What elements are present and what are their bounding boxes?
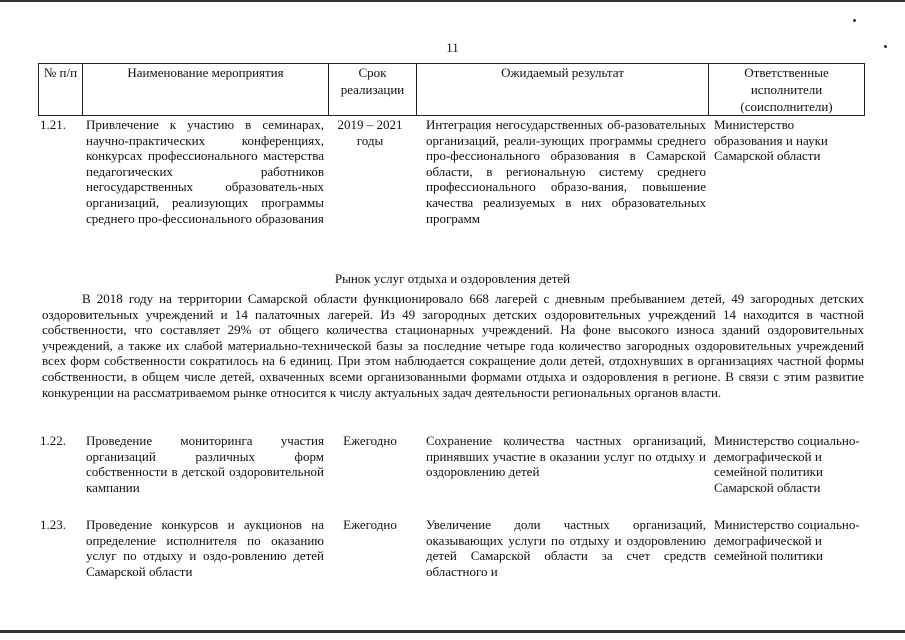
table-row: [38, 517, 864, 587]
row-term: Ежегодно: [343, 517, 397, 532]
header-executor: Ответственные исполнители (соисполнители): [709, 64, 865, 116]
row-term: 2019 – 2021 годы: [337, 117, 403, 148]
header-term: Срок реализации: [329, 64, 417, 116]
row-executor: Министерство социально-демографической и семейной политики: [714, 517, 860, 564]
row-executor: Министерство образования и науки Самарской области: [714, 117, 828, 164]
top-scan-edge: [0, 0, 905, 2]
row-name: Проведение мониторинга участия организаций различных форм собственности в детской оздоровительной кампании: [86, 433, 324, 495]
section-title: Рынок услуг отдыха и оздоровления детей: [334, 271, 571, 286]
row-executor: Министерство социально-демографической и семейной политики Самарской области: [714, 433, 860, 495]
row-term: Ежегодно: [343, 433, 397, 448]
table-row: [38, 433, 864, 513]
table-header: [38, 63, 865, 116]
table-row: [38, 117, 864, 267]
row-num: 1.21.: [40, 117, 66, 132]
row-num: 1.22.: [40, 433, 66, 448]
section-paragraph: В 2018 году на территории Самарской области функционировало 668 лагерей с дневным пребыванием детей, 49 загородных детских оздоровительных учреждений и 14 палаточных лагерей. Из 49 загородных детских оздоровительных учреждений 14 находится в частной собственности, что составляет 29% от общего количества стационарных учреждений. На фоне высокого износа зданий оздоровительных учреждений, а также их слабой материально-технической базы за последние четыре года количество загородных оздоровительных учреждений всех форм собственности сократилось на 6 единиц. При этом наблюдается сокращение доли детей, отдохнувших в организациях частной формы собственности, в общем числе детей, охваченных всеми организованными формами отдыха и оздоровления в регионе. В связи с этим развитие конкуренции на рассматриваемом рынке относится к числу актуальных задач деятельности региональных органов власти.: [42, 291, 864, 400]
row-result: Сохранение количества частных организаций, принявших участие в оказании услуг по отдыху и оздоровлению детей: [426, 433, 706, 480]
row-result: Интеграция негосударственных об-разовательных организаций, реали-зующих программы среднего про-фессионального образования в Самарской области, в региональную систему среднего профессионального образо-вания, повышение качества реализуемых в них образовательных программ: [426, 117, 706, 226]
page-number: 11: [446, 40, 459, 55]
header-result: Ожидаемый результат: [417, 64, 709, 116]
row-name: Привлечение к участию в семинарах, научно-практических конференциях, конкурсах профессионального мастерства педагогических работников негосударственных образователь-ных организаций, реализующих программы среднего про-фессионального образования: [86, 117, 324, 226]
header-name: Наименование мероприятия: [83, 64, 329, 116]
row-name: Проведение конкурсов и аукционов на определение исполнителя по оказанию услуг по отдыху и оздо-ровлению детей Самарской области: [86, 517, 324, 579]
bottom-scan-edge: [0, 630, 905, 633]
header-num: № п/п: [39, 64, 83, 116]
row-num: 1.23.: [40, 517, 66, 532]
row-result: Увеличение доли частных организаций, оказывающих услуги по отдыху и оздоровлению детей Самарской области за счет средств областного и: [426, 517, 706, 579]
scan-speck: [853, 19, 856, 22]
